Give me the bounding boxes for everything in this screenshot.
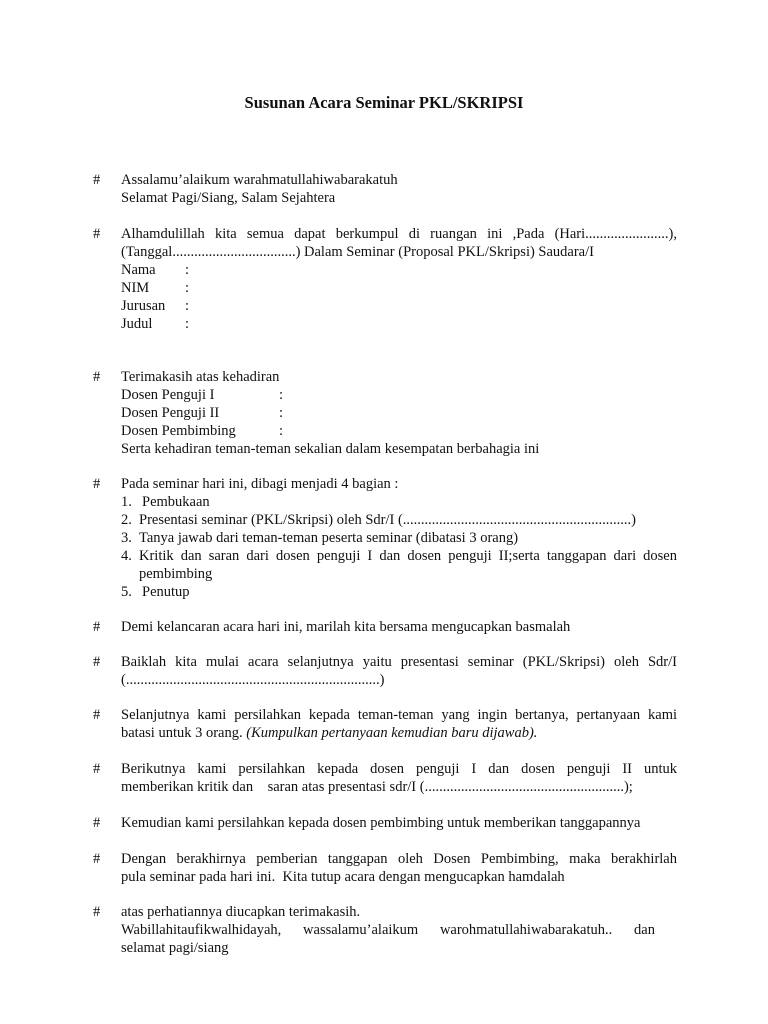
- field-label: Nama: [121, 262, 156, 278]
- closing-line-2: pula seminar pada hari ini. Kita tutup acara dengan mengucapkan hamdalah: [121, 869, 565, 885]
- agenda-item-text: Kritik dan saran dari dosen penguji I dan dosen penguji II;serta tanggapan dari dosen: [139, 548, 677, 564]
- section-greeting: [93, 171, 677, 207]
- section-attendance: [93, 368, 677, 458]
- attendance-line-last: Serta kehadiran teman-teman sekalian dalam kesempatan berbahagia ini: [121, 441, 540, 457]
- agenda-item-text: Tanya jawab dari teman-teman peserta seminar (dibatasi 3 orang): [139, 530, 519, 546]
- document-title: Susunan Acara Seminar PKL/SKRIPSI: [244, 93, 524, 112]
- agenda-item-number: 5.: [121, 584, 132, 600]
- agenda-item: [121, 511, 677, 529]
- agenda-item: [121, 493, 677, 511]
- field-separator: :: [185, 262, 190, 278]
- questions-line-2-text: batasi untuk 3 orang.: [121, 725, 243, 741]
- section-closing: [93, 850, 677, 886]
- critique-line-1: Berikutnya kami persilahkan kepada dosen penguji I dan dosen penguji II untuk: [121, 761, 677, 777]
- agenda-item-continuation: pembimbing: [139, 566, 213, 582]
- greeting-line-2: Selamat Pagi/Siang, Salam Sejahtera: [121, 190, 336, 206]
- hash-bullet: #: [93, 654, 101, 670]
- questions-line-2: [121, 724, 677, 742]
- section-farewell: [93, 903, 677, 957]
- field-label: Dosen Pembimbing: [121, 423, 236, 439]
- field-label: NIM: [121, 280, 150, 296]
- field-label: Judul: [121, 316, 153, 332]
- closing-line-1: Dengan berakhirnya pemberian tanggapan oleh Dosen Pembimbing, maka berakhirlah: [121, 851, 677, 867]
- hash-bullet: #: [93, 476, 101, 492]
- hash-bullet: #: [93, 619, 101, 635]
- farewell-line-2: Wabillahitaufikwalhidayah, wassalamu’alaikum warohmatullahiwabarakatuh.. dan: [121, 922, 655, 938]
- hash-bullet: #: [93, 815, 101, 831]
- field-pembimbing: [121, 422, 677, 440]
- farewell-line-3: selamat pagi/siang: [121, 940, 229, 956]
- agenda-item-text: Penutup: [142, 584, 190, 600]
- critique-line-2: memberikan kritik dan saran atas presentasi sdr/I (.......................................................);: [121, 779, 633, 795]
- agenda-item-text: Presentasi seminar (PKL/Skripsi) oleh Sdr/I (...............................................................): [139, 512, 636, 528]
- attendance-line-1: Terimakasih atas kehadiran: [121, 369, 280, 385]
- field-label: Dosen Penguji I: [121, 387, 215, 403]
- field-penguji-2: [121, 404, 677, 422]
- section-presentation: [93, 653, 677, 689]
- field-jurusan: [121, 297, 677, 315]
- hash-bullet: #: [93, 172, 101, 188]
- basmalah-line: Demi kelancaran acara hari ini, marilah kita bersama mengucapkan basmalah: [121, 619, 571, 635]
- agenda-item: [121, 529, 677, 547]
- agenda-item: [121, 547, 677, 565]
- field-judul: [121, 315, 677, 333]
- opening-line-1: Alhamdulillah kita semua dapat berkumpul di ruangan ini ,Pada (Hari.......................),: [121, 226, 677, 242]
- agenda-item-number: 2.: [121, 512, 132, 528]
- hash-bullet: #: [93, 226, 101, 242]
- presentation-line-2: (......................................................................): [121, 672, 385, 688]
- field-separator: :: [279, 423, 284, 439]
- agenda-item: [121, 583, 677, 601]
- section-questions: [93, 706, 677, 742]
- field-nim: [121, 279, 677, 297]
- opening-line-2: (Tanggal..................................) Dalam Seminar (Proposal PKL/Skripsi) Saudara/I: [121, 244, 594, 260]
- agenda-item-number: 3.: [121, 530, 132, 546]
- section-critique: [93, 760, 677, 796]
- agenda-item-text: Pembukaan: [142, 494, 210, 510]
- agenda-intro: Pada seminar hari ini, dibagi menjadi 4 bagian :: [121, 476, 399, 492]
- field-separator: :: [185, 298, 190, 314]
- section-student-info: [93, 225, 677, 333]
- section-basmalah: [93, 618, 677, 636]
- questions-line-2-note: (Kumpulkan pertanyaan kemudian baru dijawab).: [246, 725, 538, 741]
- field-separator: :: [185, 316, 190, 332]
- field-penguji-1: [121, 386, 677, 404]
- section-agenda: [93, 475, 677, 601]
- field-label: Dosen Penguji II: [121, 405, 220, 421]
- advisor-line: Kemudian kami persilahkan kepada dosen pembimbing untuk memberikan tanggapannya: [121, 815, 641, 831]
- farewell-line-1: atas perhatiannya diucapkan terimakasih.: [121, 904, 361, 920]
- field-separator: :: [279, 387, 284, 403]
- hash-bullet: #: [93, 761, 101, 777]
- hash-bullet: #: [93, 851, 101, 867]
- hash-bullet: #: [93, 369, 101, 385]
- greeting-line-1: Assalamu’alaikum warahmatullahiwabarakatuh: [121, 172, 398, 188]
- presentation-line-1: Baiklah kita mulai acara selanjutnya yaitu presentasi seminar (PKL/Skripsi) oleh Sdr/I: [121, 654, 677, 670]
- field-label: Jurusan: [121, 298, 166, 314]
- field-separator: :: [185, 280, 190, 296]
- hash-bullet: #: [93, 904, 101, 920]
- field-separator: :: [279, 405, 284, 421]
- agenda-item-number: 4.: [121, 548, 132, 564]
- hash-bullet: #: [93, 707, 101, 723]
- field-nama: [121, 261, 677, 279]
- agenda-item-number: 1.: [121, 494, 132, 510]
- section-advisor: [93, 814, 677, 832]
- questions-line-1: Selanjutnya kami persilahkan kepada teman-teman yang ingin bertanya, pertanyaan kami: [121, 707, 677, 723]
